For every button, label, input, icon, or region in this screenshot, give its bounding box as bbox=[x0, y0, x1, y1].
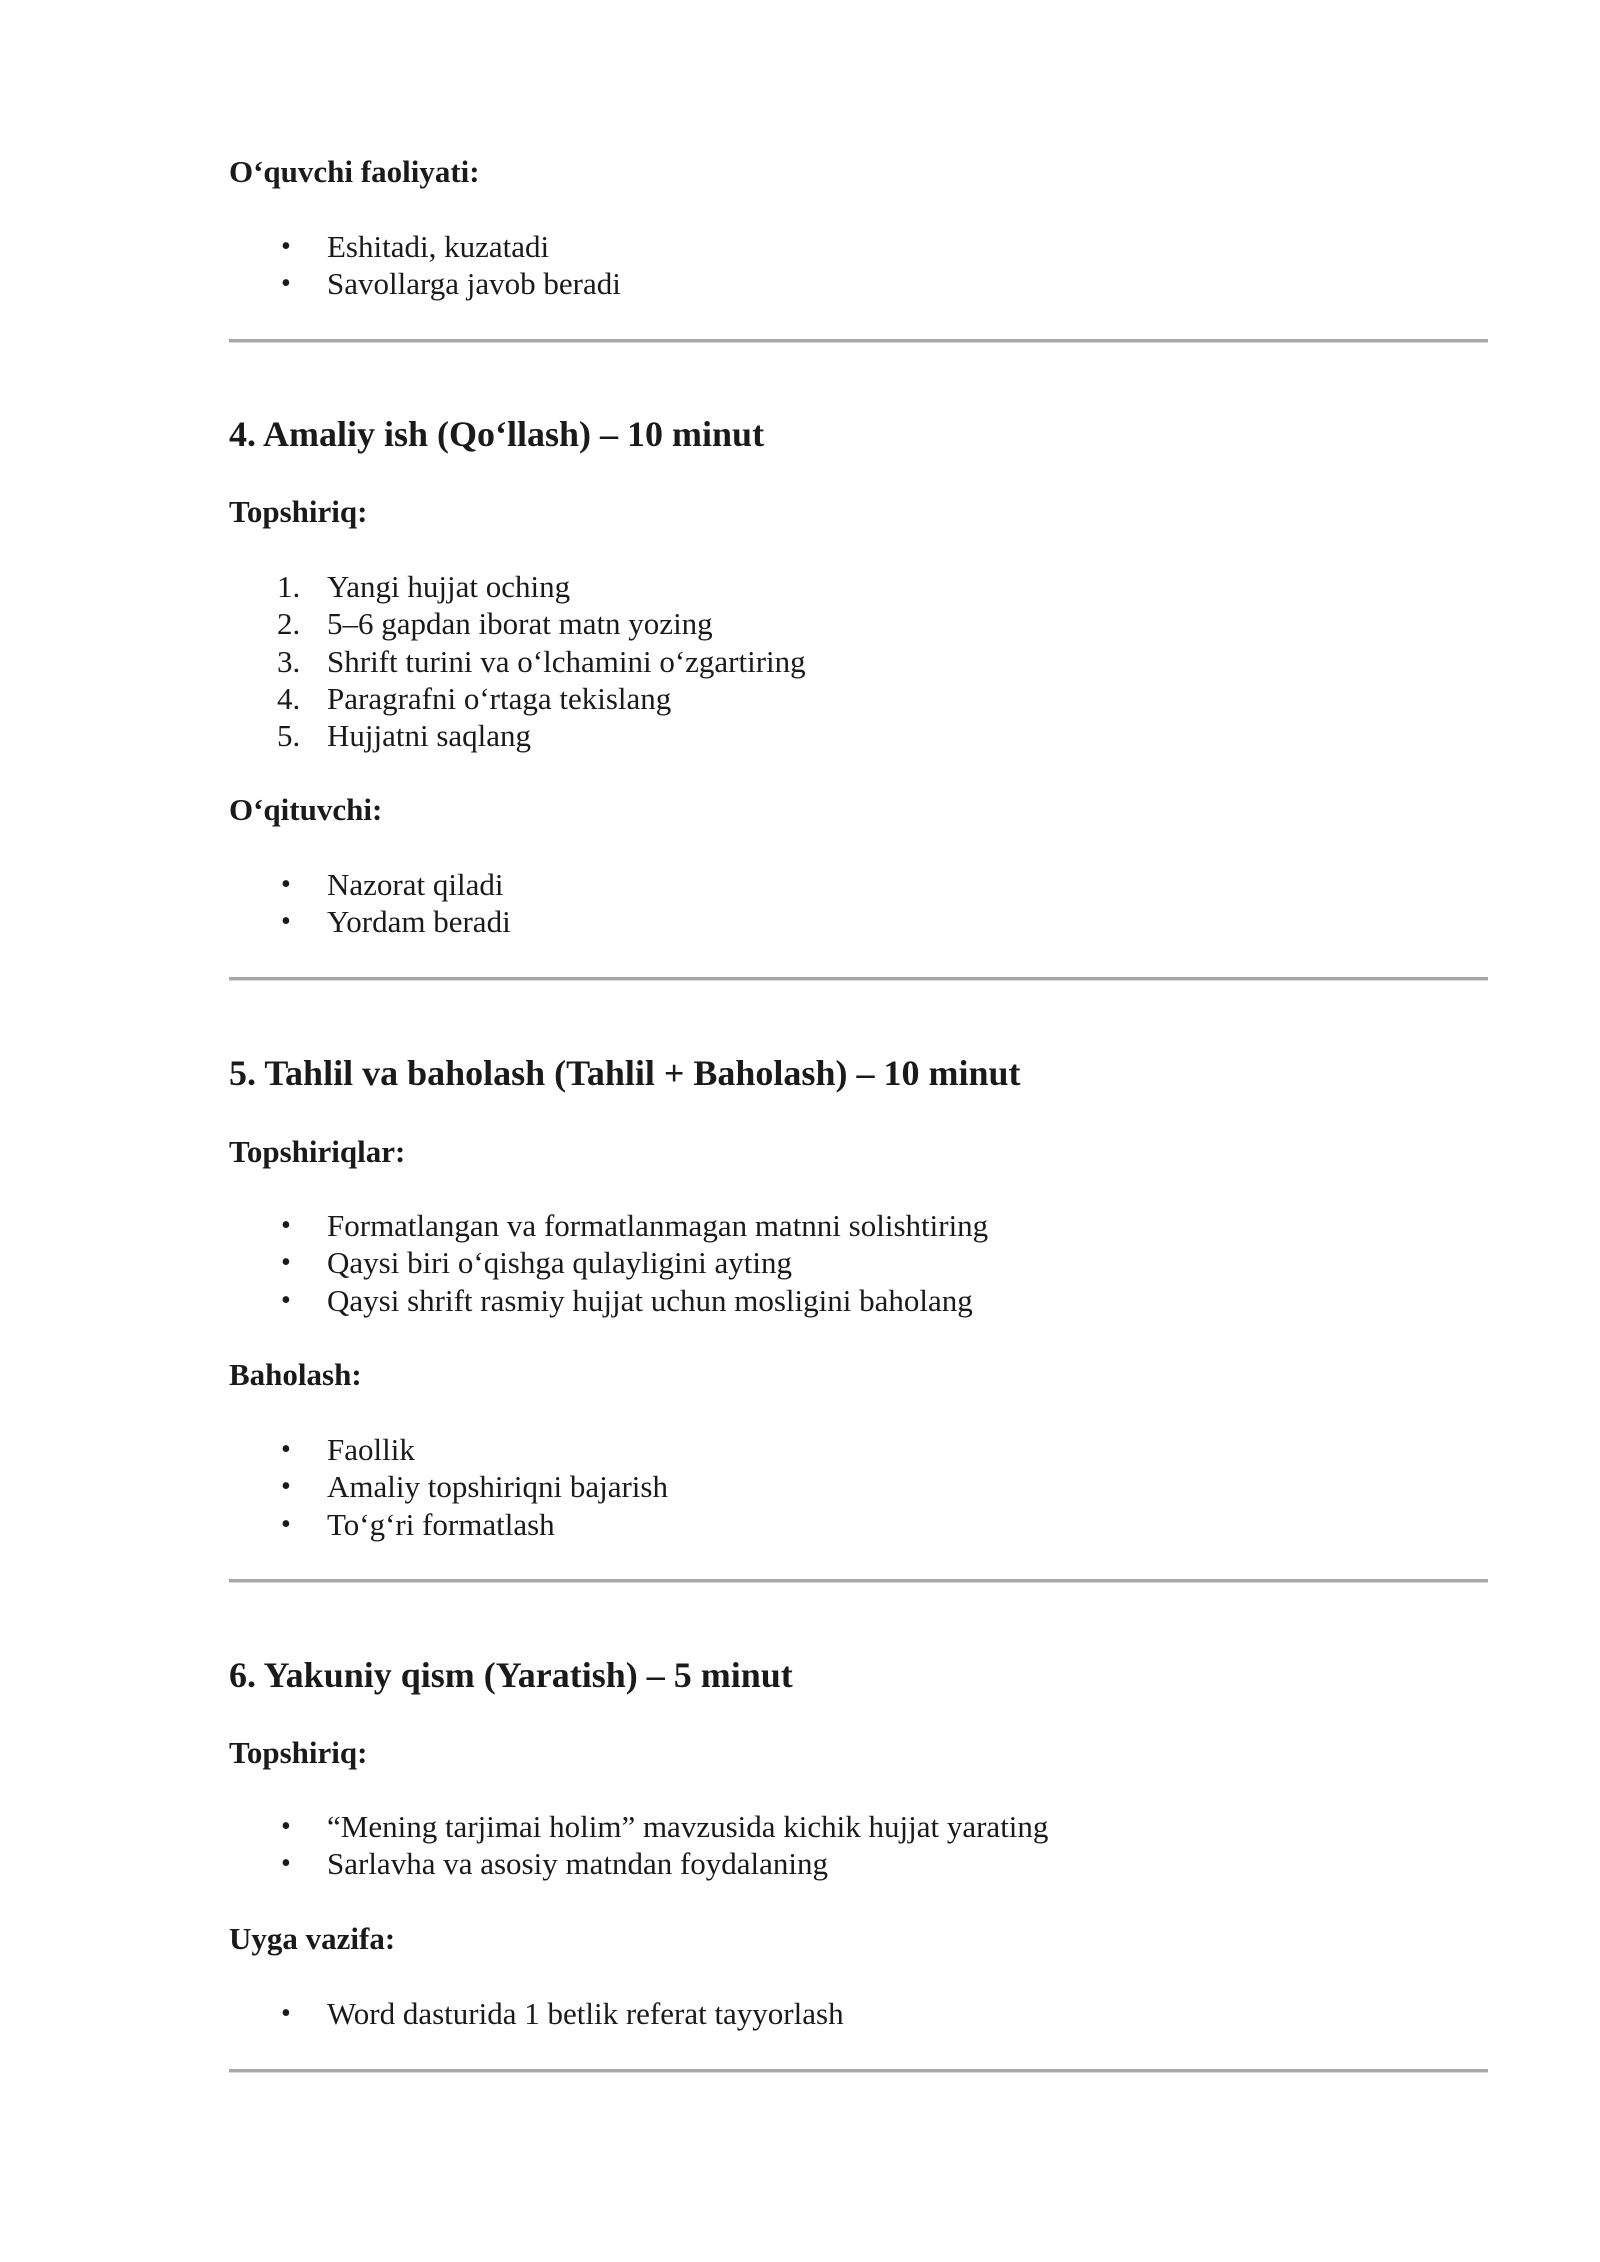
section-5-tasks-label: Topshiriqlar: bbox=[229, 1134, 406, 1169]
student-activity-list bbox=[229, 228, 621, 303]
list-item: 4. Paragrafni o‘rtaga tekislang bbox=[277, 680, 672, 716]
list-item: • Nazorat qiladi bbox=[281, 867, 504, 902]
section-divider bbox=[229, 2069, 1488, 2073]
list-item: 5. Hujjatni saqlang bbox=[277, 718, 532, 754]
section-5-tasks-list bbox=[229, 1207, 988, 1319]
list-item: • “Mening tarjimai holim” mavzusida kichik hujjat yarating bbox=[281, 1809, 1049, 1844]
section-divider bbox=[229, 977, 1488, 981]
section-6-homework-list bbox=[229, 1995, 844, 2032]
student-activity-label: O‘quvchi faoliyati: bbox=[229, 154, 480, 189]
list-item: • Formatlangan va formatlanmagan matnni solishtiring bbox=[281, 1208, 989, 1243]
list-item: • Qaysi shrift rasmiy hujjat uchun mosligini baholang bbox=[281, 1282, 973, 1318]
list-item: • To‘g‘ri formatlash bbox=[281, 1506, 555, 1542]
section-4-teacher-label: O‘qituvchi: bbox=[229, 792, 383, 827]
section-4-steps bbox=[229, 568, 806, 754]
section-divider bbox=[229, 339, 1488, 343]
section-5-heading: 5. Tahlil va baholash (Tahlil + Baholash) – 10 minut bbox=[229, 1053, 1021, 1093]
section-4-task-label: Topshiriq: bbox=[229, 494, 368, 529]
list-item: 1. Yangi hujjat oching bbox=[277, 569, 571, 604]
list-item: • Qaysi biri o‘qishga qulayligini ayting bbox=[281, 1245, 792, 1281]
section-divider bbox=[229, 1579, 1488, 1583]
section-4-teacher-list bbox=[229, 866, 511, 941]
section-6-homework-label: Uyga vazifa: bbox=[229, 1921, 396, 1956]
list-item: 2. 5–6 gapdan iborat matn yozing bbox=[277, 606, 713, 642]
list-item: 3. Shrift turini va o‘lchamini o‘zgartiring bbox=[277, 643, 806, 679]
section-4-heading: 4. Amaliy ish (Qo‘llash) – 10 minut bbox=[229, 414, 765, 454]
section-6-heading: 6. Yakuniy qism (Yaratish) – 5 minut bbox=[229, 1655, 793, 1695]
list-item: • Word dasturida 1 betlik referat tayyorlash bbox=[281, 1996, 844, 2031]
list-item: • Eshitadi, kuzatadi bbox=[281, 229, 550, 264]
list-item: • Savollarga javob beradi bbox=[281, 266, 621, 302]
list-item: • Sarlavha va asosiy matndan foydalaning bbox=[281, 1846, 829, 1882]
section-6-tasks-list bbox=[229, 1808, 1048, 1883]
section-5-assess-list bbox=[229, 1431, 668, 1543]
list-item: • Yordam beradi bbox=[281, 904, 511, 940]
section-5-assess-label: Baholash: bbox=[229, 1357, 362, 1392]
list-item: • Faollik bbox=[281, 1432, 415, 1467]
list-item: • Amaliy topshiriqni bajarish bbox=[281, 1469, 668, 1505]
section-6-task-label: Topshiriq: bbox=[229, 1735, 368, 1770]
